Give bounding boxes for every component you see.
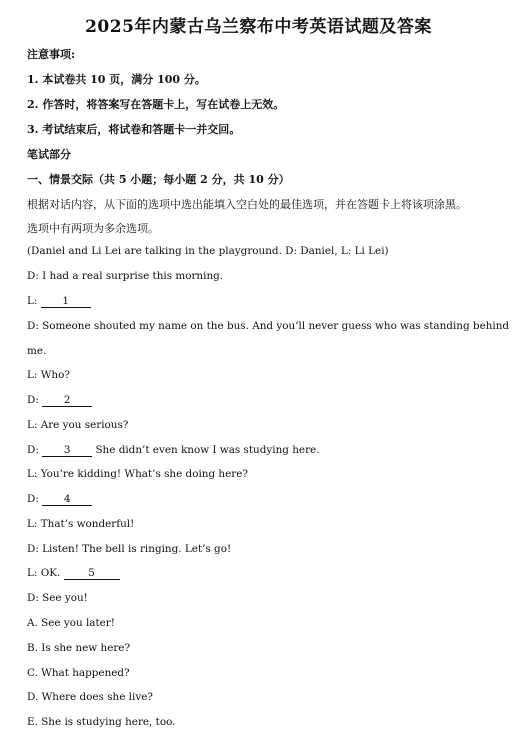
part-heading: 一、情景交际（共 5 小题；每小题 2 分，共 10 分） — [27, 173, 290, 186]
answer-blank: 1 — [41, 296, 91, 308]
instruction-line: 选项中有两项为多余选项。 — [27, 222, 159, 235]
dialogue-line: D: I had a real surprise this morning. — [27, 270, 224, 282]
dialogue-line-blank-5 — [27, 567, 120, 580]
page-title: 2025年内蒙古乌兰察布中考英语试题及答案 — [85, 17, 432, 37]
notice-heading: 注意事项: — [27, 48, 76, 61]
speaker: D: — [27, 444, 43, 456]
instruction-line: 根据对话内容，从下面的选项中选出能填入空白处的最佳选项，并在答题卡上将该项涂黑。 — [27, 198, 467, 211]
notice-item-1: 1. 本试卷共 10 页，满分 100 分。 — [27, 73, 206, 86]
option-d: D. Where does she live? — [27, 691, 153, 703]
dialogue-line: me. — [27, 345, 47, 357]
answer-blank: 2 — [42, 395, 92, 407]
dialogue-intro: (Daniel and Li Lei are talking in the playground. D: Daniel, L: Li Lei) — [27, 245, 389, 257]
notice-item-2: 2. 作答时，将答案写在答题卡上，写在试卷上无效。 — [27, 98, 285, 111]
section-heading: 笔试部分 — [27, 148, 71, 161]
speaker: L: — [27, 295, 41, 307]
answer-blank: 3 — [42, 445, 92, 457]
notice-item-3: 3. 考试结束后，将试卷和答题卡一并交回。 — [27, 123, 241, 136]
dialogue-line: L: That’s wonderful! — [27, 518, 135, 530]
dialogue-line: L: Are you serious? — [27, 419, 129, 431]
answer-blank: 4 — [42, 494, 92, 506]
dialogue-text: She didn’t even know I was studying here. — [92, 444, 320, 456]
dialogue-line-blank-3 — [27, 444, 320, 457]
answer-blank: 5 — [64, 568, 120, 580]
dialogue-line-blank-4 — [27, 493, 92, 506]
dialogue-line: L: Who? — [27, 369, 70, 381]
option-b: B. Is she new here? — [27, 642, 131, 654]
speaker: L: OK. — [27, 567, 64, 579]
option-c: C. What happened? — [27, 667, 130, 679]
option-a: A. See you later! — [27, 617, 115, 629]
dialogue-line: D: See you! — [27, 592, 88, 604]
option-e: E. She is studying here, too. — [27, 716, 176, 728]
dialogue-line: D: Someone shouted my name on the bus. And you’ll never guess who was standing behind — [27, 320, 510, 332]
dialogue-line-blank-1 — [27, 295, 91, 308]
speaker: D: — [27, 493, 43, 505]
dialogue-line: D: Listen! The bell is ringing. Let’s go! — [27, 543, 232, 555]
dialogue-line-blank-2 — [27, 394, 92, 407]
dialogue-line: L: You’re kidding! What’s she doing here? — [27, 468, 248, 480]
speaker: D: — [27, 394, 43, 406]
